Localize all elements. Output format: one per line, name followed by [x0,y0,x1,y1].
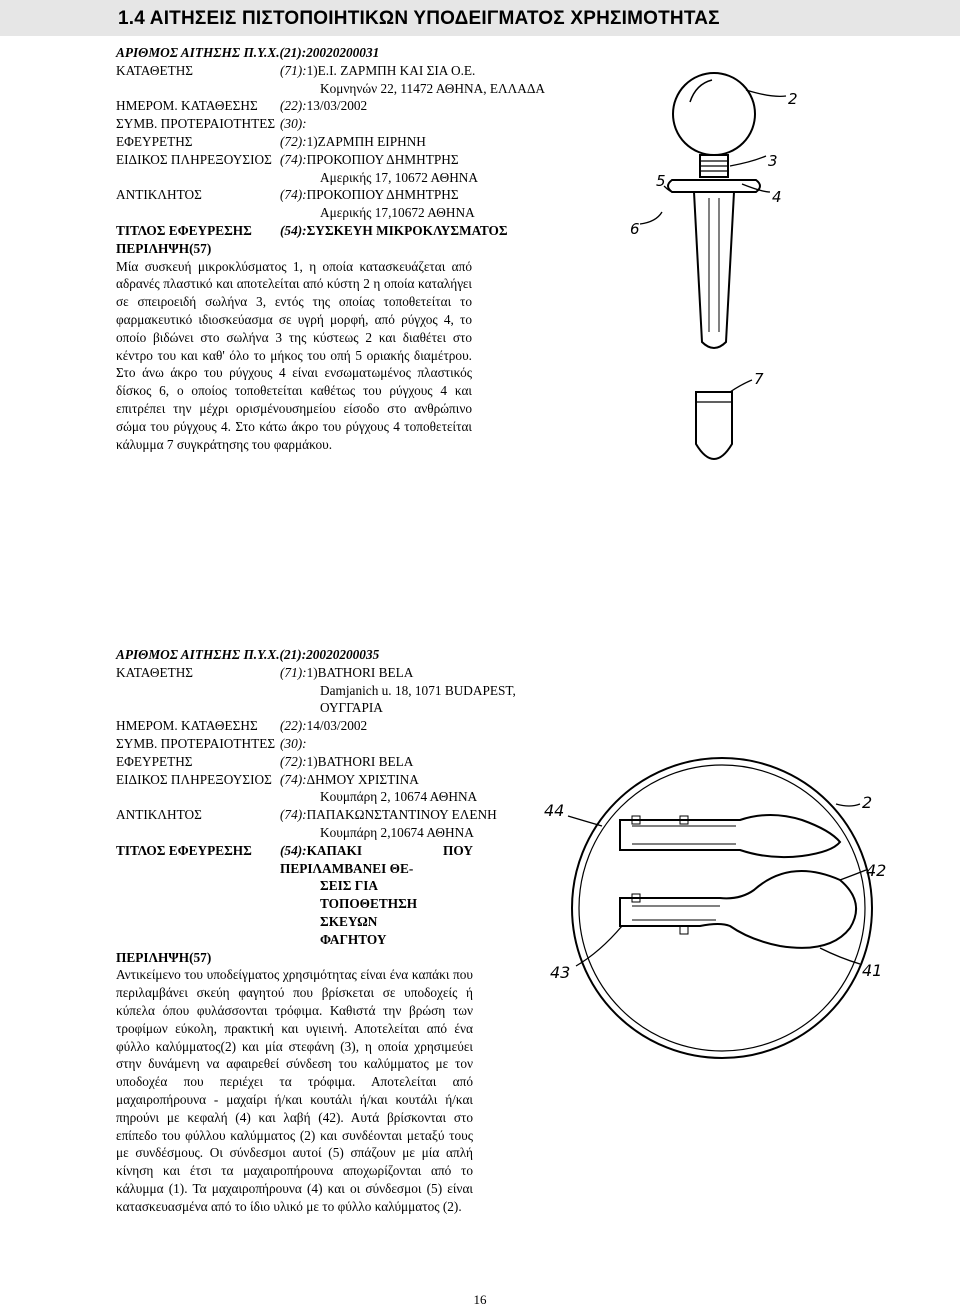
attorney-code: (74): [280,151,307,167]
inventor-code: (72): [280,133,307,149]
invention-title-label: ΤΙΤΛΟΣ ΕΦΕΥΡΕΣΗΣ [116,222,252,238]
deputy-name: ΠΡΟΚΟΠΙΟΥ ΔΗΜΗΤΡΗΣ [306,187,459,203]
application-number: ΑΡΙΘΜΟΣ ΑΙΤΗΣΗΣ Π.Υ.Χ.(21):20020200035 [116,647,380,662]
applicant-name: 1)Ε.Ι. ΖΑΡΜΠΗ ΚΑΙ ΣΙΑ Ο.Ε. [306,62,476,78]
deputy-name: ΠΑΠΑΚΩΝΣΤΑΝΤΙΝΟΥ ΕΛΕΝΗ [306,807,497,823]
priorities-row [116,115,472,133]
invention-title-line-3: ΦΑΓΗΤΟΥ [320,931,387,947]
figure-label-41: 41 [862,961,883,980]
inventor-name: 1)BATHORI BELA [306,753,414,769]
section-header [0,0,960,36]
filing-date-row [116,97,472,115]
attorney-name: ΔΗΜΟΥ ΧΡΙΣΤΙΝΑ [306,771,419,787]
filing-date-code: (22): [280,98,307,114]
figure-lid-with-cutlery [540,730,900,1090]
nozzle-shape [694,192,734,348]
deputy-address: Αμερικής 17,10672 ΑΘΗΝΑ [320,205,475,221]
filing-date-value: 14/03/2002 [306,718,368,734]
attorney-code: (74): [280,771,307,787]
summary-label: ΠΕΡΙΛΗΨΗ(57) [116,240,212,256]
attorney-row [116,771,473,789]
applicant-row [116,664,473,682]
figure-label-6: 6 [630,220,640,238]
attorney-row [116,151,472,169]
priorities-label: ΣΥΜΒ. ΠΡΟΤΕΡΑΙΟΤΗΤΕΣ [116,116,276,132]
applicant-address: Κομνηνών 22, 11472 ΑΘΗΝΑ, ΕΛΛΑΔΑ [320,80,546,96]
applicant-address: Damjanich u. 18, 1071 BUDAPEST, [320,682,516,698]
inventor-name: 1)ΖΑΡΜΠΗ ΕΙΡΗΝΗ [306,133,426,149]
application-entry-1 [116,44,546,453]
inventor-row [116,753,473,771]
attorney-address: Κουμπάρη 2, 10674 ΑΘΗΝΑ [320,789,478,805]
deputy-label: ΑΝΤΙΚΛΗΤΟΣ [116,187,202,203]
invention-title-code: (54): [280,842,307,858]
applicant-row [116,62,476,80]
priorities-code: (30): [280,116,307,132]
bulb-highlight [690,80,712,102]
section-title: 1.4 ΑΙΤΗΣΕΙΣ ΠΙΣΤΟΠΟΙΗΤΙΚΩΝ ΥΠΟΔΕΙΓΜΑΤΟΣ ΧΡΗΣΙΜΟΤΗΤΑΣ [118,8,720,29]
summary-text: Αντικείμενο του υποδείγματος χρησιμότητας είναι ένα καπάκι που περιλαμβάνει σκεύη φαγητού που βρίσκεται σε υποδοχείς ή κύπελα όπου φυλάσσονται τρόφιμα. Καθιστά την βρώση των τροφίμων εύκολη, πρακτική και υγιεινή. Αποτελείται από ένα φύλλο καλύμματος(2) και μία στεφάνη (3), η οποία χρησιμεύει στην δυνάμενη να αφαιρεθεί σύνδεση του καλύμματος με τον υποδοχέα που περιέχει τα τρόφιμα. Αποτελείται από μαχαιροπήρουνα - μαχαίρι ή/και κουτάλι ή/και κουτάλι ή/και πηρούνι με κεφαλή (4) και λαβή (42). Αυτά βρίσκονται στο επίπεδο του φύλλου καλύμματος (2) και συνδέονται μεταξύ τους με συνδέσμους. Οι σύνδεσμοι αυτοί (5) σπάζουν με μία απλή κίνηση και έτσι τα μαχαιροπήρουνα αποχωρίζονται από το κάλυμμα (1). Τα μαχαιροπήρουνα (4) και οι σύνδεσμοι (5) είναι κατασκευασμένα από το ίδιο υλικό με το φύλλο καλύμματος (2). [116,967,473,1214]
spoon-shape [620,871,856,948]
invention-title-line-1: ΚΑΠΑΚΙ ΠΟΥ ΠΕΡΙΛΑΜΒΑΝΕΙ ΘΕ- [280,842,473,876]
filing-date-value: 13/03/2002 [306,98,368,114]
applicant-name: 1)BATHORI BELA [306,664,414,680]
filing-date-label: ΗΜΕΡΟΜ. ΚΑΤΑΘΕΣΗΣ [116,98,258,114]
inventor-row [116,133,472,151]
filing-date-row [116,717,473,735]
bulb-shape [673,73,755,155]
invention-title-code: (54): [280,222,307,238]
priorities-code: (30): [280,735,307,751]
filing-date-label: ΗΜΕΡΟΜ. ΚΑΤΑΘΕΣΗΣ [116,718,258,734]
figure-label-7: 7 [754,370,764,388]
figure-label-2: 2 [862,793,873,812]
inventor-label: ΕΦΕΥΡΕΤΗΣ [116,753,193,769]
invention-title-label: ΤΙΤΛΟΣ ΕΦΕΥΡΕΣΗΣ [116,842,252,858]
deputy-row [116,186,472,204]
attorney-label: ΕΙΔΙΚΟΣ ΠΛΗΡΕΞΟΥΣΙΟΣ [116,771,272,787]
figure-label-42: 42 [866,861,887,880]
applicant-code: (71): [280,664,307,680]
invention-title-row-3 [116,931,473,949]
attorney-address: Αμερικής 17, 10672 ΑΘΗΝΑ [320,169,479,185]
figure-label-43: 43 [550,963,571,982]
applicant-country: ΟΥΓΓΑΡΙΑ [320,700,383,716]
filing-date-code: (22): [280,718,307,734]
lid-inner-ring [579,765,865,1051]
applicant-code: (71): [280,62,307,78]
applicant-label: ΚΑΤΑΘΕΤΗΣ [116,664,194,680]
figure-label-5: 5 [656,172,666,190]
inventor-code: (72): [280,753,307,769]
application-number: ΑΡΙΘΜΟΣ ΑΙΤΗΣΗΣ Π.Υ.Χ.(21):20020200031 [116,45,380,60]
inventor-label: ΕΦΕΥΡΕΤΗΣ [116,133,193,149]
figure-label-4: 4 [772,188,782,206]
priorities-label: ΣΥΜΒ. ΠΡΟΤΕΡΑΙΟΤΗΤΕΣ [116,735,276,751]
invention-title: ΣΥΣΚΕΥΗ ΜΙΚΡΟΚΛΥΣΜΑΤΟΣ [306,222,508,238]
figure-label-44: 44 [544,801,565,820]
knife-shape [620,815,840,857]
summary-label: ΠΕΡΙΛΗΨΗ(57) [116,949,212,965]
deputy-address: Κουμπάρη 2,10674 ΑΘΗΝΑ [320,824,474,840]
page-number: 16 [473,1292,487,1307]
applicant-label: ΚΑΤΑΘΕΤΗΣ [116,62,194,78]
figure-microenema-device [612,62,832,502]
deputy-row [116,806,497,824]
attorney-label: ΕΙΔΙΚΟΣ ΠΛΗΡΕΞΟΥΣΙΟΣ [116,151,272,167]
figure-label-3: 3 [768,152,778,170]
summary-text: Μία συσκευή μικροκλύσματος 1, η οποία κατασκευάζεται από αδρανές πλαστικό και αποτελείται από κύστη 2 η οποία καταλήγει σε σπειροειδή σωλήνα 3, εντός της οποίας τοποθετείται το φαρμακευτικό ιδιοσκεύασμα σε υγρή μορφή, από ρύγχος 4, το οποίο βιδώνει στο σωλήνα 3 της κύστεως 2 και διαθέτει στο κέντρο του και καθ' όλο το μήκος του οπή 5 οριακής διαμέτρου. Στο άνω άκρο του ρύγχους 4 είναι ενσωματωμένος πλαστικός δίσκος 6, ο οποίος τοποθετείται καθέτως του ρύγχους 4 και επιτρέπει την μέχρι ορισμένουσημείου είσοδο στο ανθρώπινο σώμα του ρύγχους 4. Στο κάτω άκρο του ρύγχους 4 τοποθετείται κάλυμμα 7 συγκράτησης του φαρμάκου. [116,258,472,452]
lid-outer-ring [572,758,872,1058]
deputy-label: ΑΝΤΙΚΛΗΤΟΣ [116,807,202,823]
attorney-name: ΠΡΟΚΟΠΙΟΥ ΔΗΜΗΤΡΗΣ [306,151,459,167]
invention-title-line-2: ΣΕΙΣ ΓΙΑ ΤΟΠΟΘΕΤΗΣΗ ΣΚΕΥΩΝ [320,878,418,929]
figure-label-2: 2 [788,90,798,108]
priorities-row [116,735,473,753]
deputy-code: (74): [280,187,307,203]
invention-title-row-2 [116,877,473,930]
deputy-code: (74): [280,807,307,823]
application-entry-2 [116,646,516,1216]
invention-title-row [116,222,508,240]
invention-title-row [116,842,473,878]
